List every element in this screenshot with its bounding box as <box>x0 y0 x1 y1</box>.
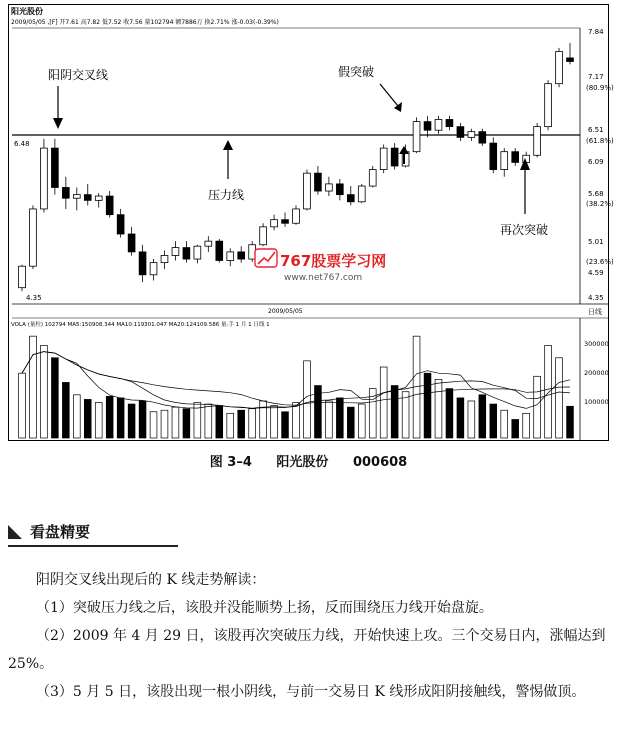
figure-name: 阳光股份 <box>276 455 329 470</box>
volume-bar <box>534 376 541 438</box>
volume-bar <box>567 406 574 438</box>
low-price-label: 4.35 <box>26 294 42 302</box>
annotation-false-break: 假突破 <box>338 65 375 79</box>
figure-caption <box>0 451 617 470</box>
price-tick: 5.01 <box>588 238 604 246</box>
volume-bar <box>380 367 387 438</box>
volume-bar <box>41 345 48 438</box>
volume-bar <box>501 410 508 438</box>
annotation-break-again: 再次突破 <box>500 223 549 237</box>
volume-bar <box>282 412 289 438</box>
price-tick: 4.35 <box>588 294 604 302</box>
volume-bar <box>51 358 58 438</box>
candle <box>19 265 26 291</box>
volume-bar <box>446 389 453 438</box>
intro-paragraph: 阳阴交叉线出现后的 K 线走势解读： <box>36 572 266 588</box>
volume-bar <box>293 403 300 438</box>
volume-bar <box>106 396 113 438</box>
candle <box>260 223 267 246</box>
section-divider <box>8 545 178 547</box>
volume-bar <box>128 404 135 438</box>
candle <box>358 184 365 203</box>
volume-bar <box>205 404 212 438</box>
figure-label: 图 3–4 <box>209 455 252 470</box>
volume-tick: 200000 <box>584 369 609 377</box>
volume-bar <box>95 403 102 438</box>
volume-bar <box>545 345 552 438</box>
volume-bar <box>139 401 146 438</box>
volume-bar <box>238 410 245 438</box>
volume-bar <box>457 398 464 438</box>
volume-bar <box>369 389 376 438</box>
volume-bar <box>172 407 179 438</box>
volume-bar <box>490 404 497 438</box>
volume-bar <box>391 386 398 438</box>
volume-bar <box>161 410 168 438</box>
watermark-title: 767股票学习网 <box>280 252 387 270</box>
candle <box>369 166 376 187</box>
volume-tick: 100000 <box>584 398 609 406</box>
candle <box>490 137 497 173</box>
price-tick: 7.17 <box>588 73 604 81</box>
chart-header-line: 2009/05/05 ,[F] 开7.61 高7.82 低7.52 收7.56 量102794 额7886万 换2.71% 涨-0.03(-0.39%) <box>11 19 279 26</box>
price-tick: (80.9%) <box>586 84 614 92</box>
volume-tick: 300000 <box>584 340 609 348</box>
triangle-icon <box>8 525 22 539</box>
volume-bar <box>62 382 69 438</box>
candle <box>479 129 486 146</box>
annotation-cross-line: 阳阴交叉线 <box>48 68 109 82</box>
volume-bar <box>435 379 442 438</box>
candle <box>216 239 223 263</box>
annotation-pressure-line: 压力线 <box>208 188 245 202</box>
candle <box>380 145 387 174</box>
volume-bar <box>468 401 475 438</box>
volume-bar <box>260 401 267 438</box>
volume-bar <box>523 413 530 438</box>
candle <box>413 117 420 153</box>
volume-bar <box>19 373 26 438</box>
chart-stock-name: 阳光股份 <box>11 7 43 16</box>
candle <box>30 205 37 269</box>
volume-bar <box>227 413 234 438</box>
price-tick: 4.59 <box>588 269 604 277</box>
price-tick: (61.8%) <box>586 137 614 145</box>
volume-bar <box>336 398 343 438</box>
paragraph-2: （2）2009 年 4 月 29 日，该股再次突破压力线，开始快速上攻。三个交易日内，涨幅达到 25%。 <box>8 628 606 672</box>
volume-bar <box>479 395 486 438</box>
volume-bar <box>325 401 332 438</box>
volume-bar <box>249 409 256 438</box>
section-heading <box>8 521 90 542</box>
paragraph-3: （3）5 月 5 日，该股出现一根小阴线，与前一交易日 K 线形成阳阴接触线，警惕做顶。 <box>36 684 586 700</box>
volume-bar <box>556 358 563 438</box>
candle <box>545 80 552 130</box>
price-tick: 6.09 <box>588 158 604 166</box>
stock-chart <box>8 4 614 441</box>
candle <box>304 170 311 211</box>
price-tick: 7.84 <box>588 28 604 36</box>
paragraph-1: （1）突破压力线之后，该股并没能顺势上扬，反而围绕压力线开始盘旋。 <box>36 600 493 616</box>
volume-bar <box>358 404 365 438</box>
volume-bar <box>216 406 223 438</box>
candle <box>556 48 563 87</box>
date-label: 2009/05/05 <box>268 308 303 315</box>
volume-bar <box>84 399 91 438</box>
volume-bar <box>30 336 37 438</box>
candle <box>41 139 48 213</box>
price-tick: 6.51 <box>588 126 604 134</box>
figure-code: 000608 <box>352 455 408 470</box>
volume-bar <box>512 419 519 438</box>
watermark-url: www.net767.com <box>284 273 363 283</box>
candle <box>534 123 541 157</box>
volume-bar <box>183 409 190 438</box>
volume-bar <box>150 412 157 438</box>
volume-bar <box>424 373 431 438</box>
volume-bar <box>73 395 80 438</box>
volume-header: VOLA (量柱) 102794 MA5:150908.344 MA10:119301.047 MA20:124109.586 量:手 1 月 1 日线 1 <box>11 322 270 328</box>
volume-bar <box>271 406 278 438</box>
price-tick: 5.68 <box>588 190 604 198</box>
section-title-text: 看盘精要 <box>30 523 91 541</box>
high-price-label: 6.48 <box>14 140 30 148</box>
volume-bar <box>347 407 354 438</box>
volume-bar <box>304 361 311 438</box>
price-tick: (38.2%) <box>586 200 614 208</box>
price-tick: (23.6%) <box>586 258 614 266</box>
period-tab: 日线 <box>588 308 602 316</box>
volume-bar <box>402 392 409 438</box>
volume-bar <box>117 398 124 438</box>
